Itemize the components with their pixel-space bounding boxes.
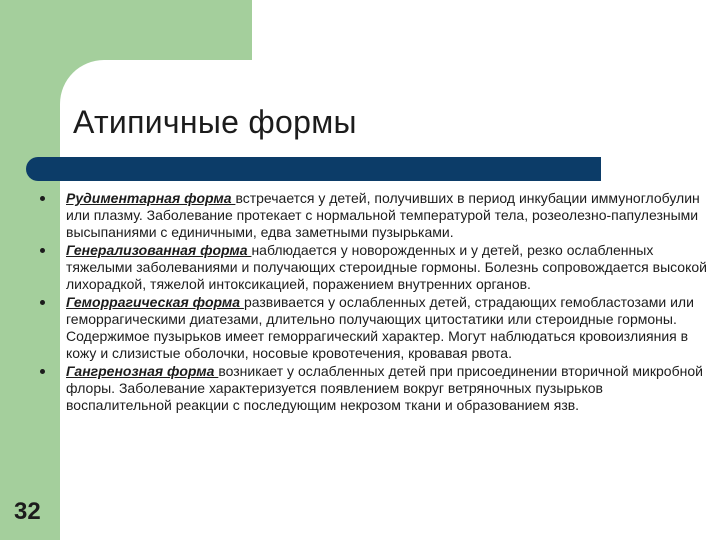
bullet-dot-icon xyxy=(40,300,45,305)
bullet-term: Рудиментарная форма xyxy=(66,190,236,206)
bullet-dot-icon xyxy=(40,369,45,374)
bullet-term: Генерализованная форма xyxy=(66,242,252,258)
bullet-item xyxy=(40,242,710,293)
slide-number: 32 xyxy=(14,498,41,525)
bullet-term: Геморрагическая форма xyxy=(66,294,244,310)
bullet-dot-icon xyxy=(40,196,45,201)
bullet-item xyxy=(40,190,710,241)
bullet-text: встречается у детей, получивших в период инкубации иммуноглобулин или плазму. Заболевание протекает с нормальной температурой тела, розеолезно-папулезными высыпаниями с единичными, едва заметными пузырьками. xyxy=(66,190,700,240)
bullet-term: Гангренозная форма xyxy=(66,363,219,379)
bullet-item xyxy=(40,294,710,362)
title-underline-bar xyxy=(26,157,601,181)
bullet-list xyxy=(40,190,710,415)
slide-title: Атипичные формы xyxy=(73,104,357,140)
bullet-text: возникает у ослабленных детей при присоединении вторичной микробной флоры. Заболевание характеризуется появлением вокруг ветряночных пузырьков воспалительной реакции с последующим некрозом ткани и образованием язв. xyxy=(66,363,703,413)
bullet-item xyxy=(40,363,710,414)
bullet-dot-icon xyxy=(40,248,45,253)
bullet-text: наблюдается у новорожденных и у детей, резко ослабленных тяжелыми заболеваниями и получающих стероидные гормоны. Болезнь сопровождается высокой лихорадкой, тяжелой интоксикацией, поражением внутренних органов. xyxy=(66,242,707,292)
bullet-text: развивается у ослабленных детей, страдающих гемобластозами или геморрагическими диатезами, длительно получающих цитостатики или стероидные гормоны. Содержимое пузырьков имеет геморрагический характер. Могут наблюдаться кровоизлияния в кожу и слизистые оболочки, носовые кровотечения, кровавая рвота. xyxy=(66,294,694,361)
